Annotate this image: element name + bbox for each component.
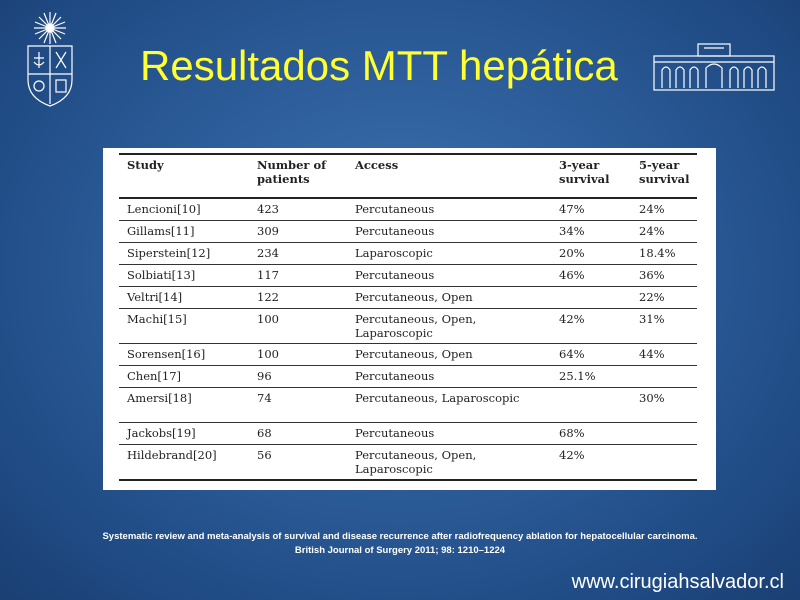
header-study: Study [127,158,164,172]
cell-access: Laparoscopic [355,245,433,260]
table-row [119,220,697,242]
cell-5yr [631,444,697,480]
citation-journal: British Journal of Surgery 2011; 98: 1210–1224 [294,545,506,556]
table-row [119,264,697,286]
header-access: Access [355,158,399,172]
cell-study: Machi[15] [127,311,187,326]
website-url: www.cirugiahsalvador.cl [571,571,784,593]
citation-title: Systematic review and meta-analysis of survival and disease recurrence after radiofrequency ablation for hepatocellular carcinoma. [102,531,698,542]
cell-3yr: 64% [559,346,585,361]
cell-study: Jackobs[19] [127,425,196,440]
table-row [119,286,697,308]
cell-study: Veltri[14] [127,289,183,304]
cell-study: Sorensen[16] [127,346,206,361]
cell-study: Amersi[18] [127,390,192,405]
hospital-building-icon [652,42,776,92]
cell-patients: 68 [257,425,272,440]
cell-5yr: 36% [639,267,665,282]
cell-3yr: 34% [559,223,585,238]
cell-patients: 117 [257,267,279,282]
cell-3yr: 68% [559,425,585,440]
header-5yr: 5-year survival [639,158,690,186]
cell-access: Percutaneous, Open [355,346,473,361]
cell-access: Percutaneous [355,425,435,440]
cell-3yr [551,387,631,422]
cell-access: Percutaneous [355,368,435,383]
cell-access: Percutaneous, Open, Laparoscopic [355,447,477,476]
cell-5yr [631,422,697,444]
header-patients: Number of patients [257,158,327,186]
cell-study: Solbiati[13] [127,267,196,282]
cell-3yr: 42% [559,447,585,462]
cell-patients: 122 [257,289,279,304]
cell-5yr [631,365,697,387]
slide-title: Resultados MTT hepática [140,42,618,89]
cell-access: Percutaneous [355,202,435,216]
cell-access: Percutaneous, Laparoscopic [355,390,520,405]
cell-3yr: 42% [559,311,585,326]
cell-access: Percutaneous [355,223,435,238]
cell-3yr: 47% [559,202,585,216]
cell-5yr: 31% [639,311,665,326]
cell-patients: 74 [257,390,272,405]
cell-access: Percutaneous, Open [355,289,473,304]
cell-3yr [551,286,631,308]
cell-3yr: 46% [559,267,585,282]
table-row [119,365,697,387]
university-crest-icon [22,10,78,108]
cell-patients: 234 [257,245,279,260]
survival-table [119,153,697,481]
table-row [119,198,697,220]
cell-study: Gillams[11] [127,223,195,238]
cell-study: Chen[17] [127,368,182,383]
table-header-row [119,154,697,198]
citation [0,530,800,558]
cell-5yr: 22% [639,289,665,304]
cell-patients: 100 [257,346,279,361]
cell-5yr: 18.4% [639,245,676,260]
cell-study: Hildebrand[20] [127,447,217,462]
survival-table-panel [103,148,716,490]
table-row [119,444,697,480]
cell-5yr: 30% [639,390,665,405]
cell-3yr: 25.1% [559,368,596,383]
cell-access: Percutaneous [355,267,435,282]
table-row [119,387,697,422]
cell-patients: 309 [257,223,279,238]
cell-access: Percutaneous, Open, Laparoscopic [355,311,477,340]
header-3yr: 3-year survival [559,158,610,186]
table-row [119,308,697,343]
cell-patients: 56 [257,447,272,462]
cell-study: Lencioni[10] [127,202,201,216]
cell-patients: 100 [257,311,279,326]
cell-patients: 423 [257,202,279,216]
table-row [119,422,697,444]
cell-3yr: 20% [559,245,585,260]
cell-5yr: 44% [639,346,665,361]
cell-patients: 96 [257,368,272,383]
table-row [119,343,697,365]
cell-study: Siperstein[12] [127,245,211,260]
cell-5yr: 24% [639,202,665,216]
table-row [119,242,697,264]
cell-5yr: 24% [639,223,665,238]
